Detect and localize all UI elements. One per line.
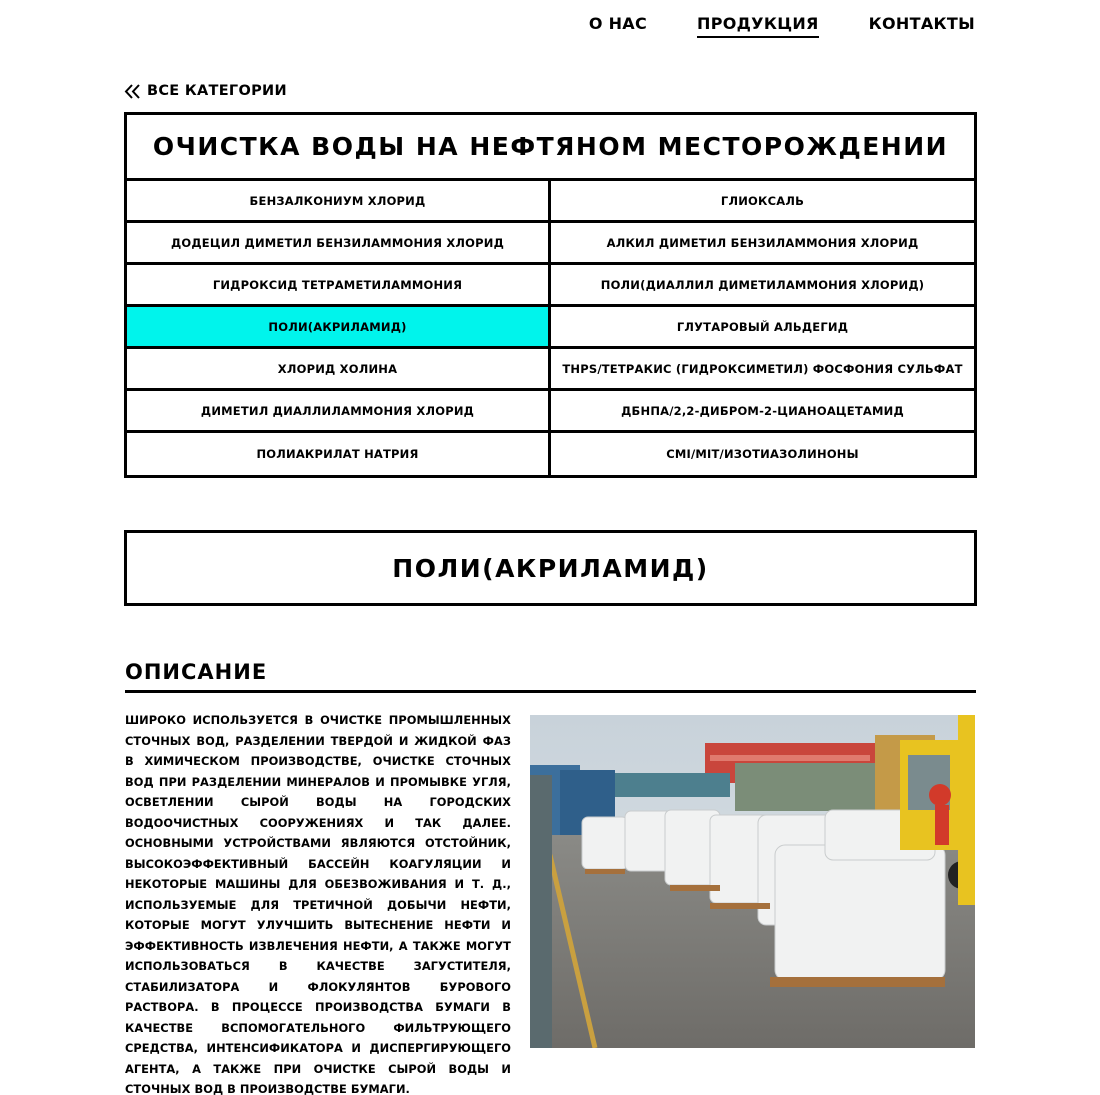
all-categories-label: ВСЕ КАТЕГОРИИ (147, 83, 287, 99)
product-link[interactable]: ГЛИОКСАЛЬ (551, 181, 974, 223)
nav-item-about[interactable]: О НАС (588, 14, 648, 33)
category-title: ОЧИСТКА ВОДЫ НА НЕФТЯНОМ МЕСТОРОЖДЕНИИ (127, 115, 974, 181)
product-link-selected[interactable]: ПОЛИ(АКРИЛАМИД) (127, 307, 551, 349)
product-photo (530, 715, 975, 1048)
product-link[interactable]: ДОДЕЦИЛ ДИМЕТИЛ БЕНЗИЛАММОНИЯ ХЛОРИД (127, 223, 551, 265)
product-link[interactable]: ХЛОРИД ХОЛИНА (127, 349, 551, 391)
product-link[interactable]: ГЛУТАРОВЫЙ АЛЬДЕГИД (551, 307, 974, 349)
main-nav (589, 14, 975, 38)
product-link[interactable]: БЕНЗАЛКОНИУМ ХЛОРИД (127, 181, 551, 223)
product-link[interactable]: ГИДРОКСИД ТЕТРАМЕТИЛАММОНИЯ (127, 265, 551, 307)
description-heading: ОПИСАНИЕ (125, 660, 976, 693)
product-link[interactable]: АЛКИЛ ДИМЕТИЛ БЕНЗИЛАММОНИЯ ХЛОРИД (551, 223, 974, 265)
product-grid (127, 181, 974, 475)
description-text: ШИРОКО ИСПОЛЬЗУЕТСЯ В ОЧИСТКЕ ПРОМЫШЛЕННЫХ СТОЧНЫХ ВОД, РАЗДЕЛЕНИИ ТВЕРДОЙ И ЖИДКОЙ ФАЗ В ХИМИЧЕСКОМ ПРОИЗВОДСТВЕ, ОЧИСТКЕ СТОЧНЫХ ВОД ПРИ РАЗДЕЛЕНИИ МИНЕРАЛОВ И ПРОМЫВКЕ УГЛЯ, ОСВЕТЛЕНИИ СЫРОЙ ВОДЫ НА ГОРОДСКИХ ВОДООЧИСТНЫХ СООРУЖЕНИЯХ И ТАК ДАЛЕЕ. ОСНОВНЫМИ УСТРОЙСТВАМИ ЯВЛЯЮТСЯ ОТСТОЙНИК, ВЫСОКОЭФФЕКТИВНЫЙ БАССЕЙН КОАГУЛЯЦИИ И НЕКОТОРЫЕ МАШИНЫ ДЛЯ ОБЕЗВОЖИВАНИЯ И Т. Д., ИСПОЛЬЗУЕМЫЕ ДЛЯ ТРЕТИЧНОЙ ДОБЫЧИ НЕФТИ, КОТОРЫЕ МОГУТ УЛУЧШИТЬ ВЫТЕСНЕНИЕ НЕФТИ И ЭФФЕКТИВНОСТЬ ИЗВЛЕЧЕНИЯ НЕФТИ, А ТАКЖЕ МОГУТ ИСПОЛЬЗОВАТЬСЯ В КАЧЕСТВЕ ЗАГУСТИТЕЛЯ, СТАБИЛИЗАТОРА И ФЛОКУЛЯНТОВ БУРОВОГО РАСТВОРА. В ПРОЦЕССЕ ПРОИЗВОДСТВА БУМАГИ В КАЧЕСТВЕ ВСПОМОГАТЕЛЬНОГО ФИЛЬТРУЮЩЕГО СРЕДСТВА, ИНТЕНСИФИКАТОРА И ДИСПЕРГИРУЮЩЕГО АГЕНТА, А ТАКЖЕ ПРИ ОЧИСТКЕ СЫРОЙ ВОДЫ И СТОЧНЫХ ВОД В ПРОИЗВОДСТВЕ БУМАГИ. (125, 713, 511, 1095)
product-title: ПОЛИ(АКРИЛАМИД) (124, 530, 977, 606)
product-link[interactable]: CMI/MIT/ИЗОТИАЗОЛИНОНЫ (666, 447, 859, 461)
double-chevron-left-icon (124, 84, 141, 99)
category-table (124, 112, 977, 478)
product-link[interactable]: ДБНПА/2,2-ДИБРОМ-2-ЦИАНОАЦЕТАМИД (551, 391, 974, 433)
product-link[interactable]: ПОЛИАКРИЛАТ НАТРИЯ (127, 433, 551, 475)
product-link[interactable]: ПОЛИ(ДИАЛЛИЛ ДИМЕТИЛАММОНИЯ ХЛОРИД) (551, 265, 974, 307)
all-categories-link[interactable] (124, 83, 287, 99)
product-link[interactable]: THPS/ТЕТРАКИС (ГИДРОКСИМЕТИЛ) ФОСФОНИЯ СУЛЬФАТ (551, 349, 974, 391)
product-link[interactable]: ДИМЕТИЛ ДИАЛЛИЛАММОНИЯ ХЛОРИД (127, 391, 551, 433)
nav-item-products[interactable]: ПРОДУКЦИЯ (697, 14, 819, 38)
nav-item-contacts[interactable]: КОНТАКТЫ (868, 14, 975, 33)
